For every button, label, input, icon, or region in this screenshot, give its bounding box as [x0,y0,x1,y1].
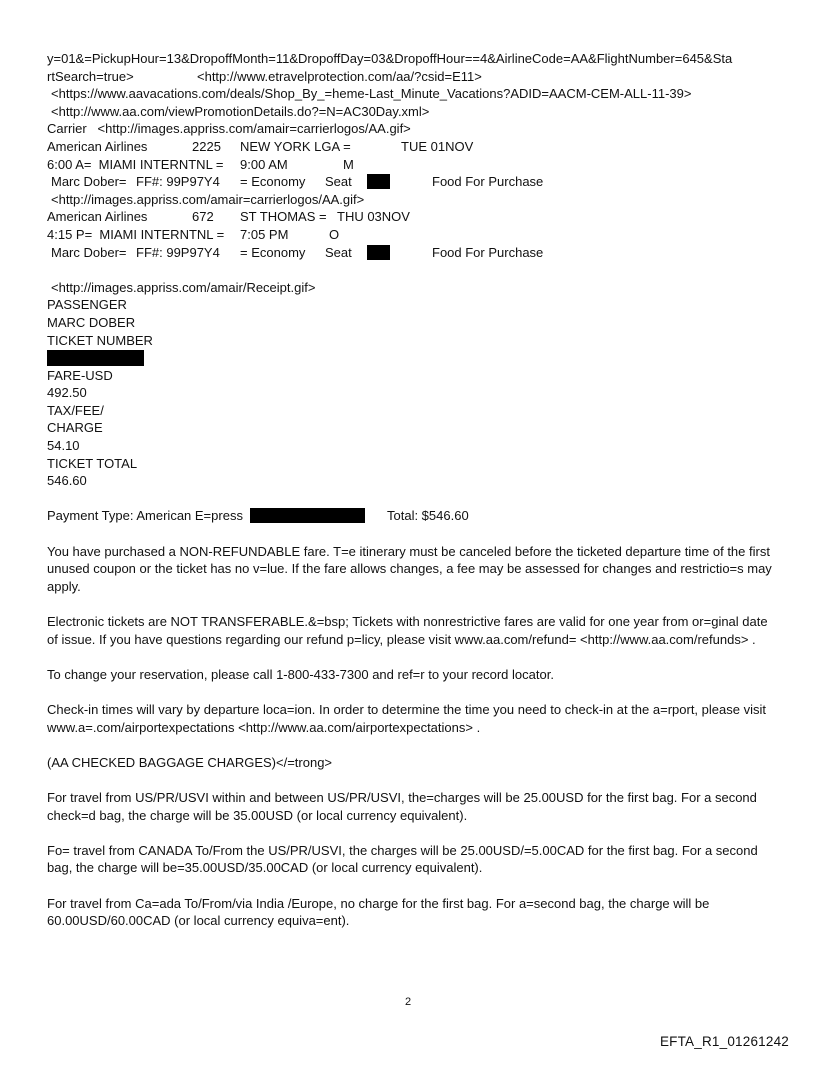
fare-value: 492.50 [47,385,87,401]
payment-card-redaction [250,508,365,523]
flight2-food: Food For Purchase [432,244,544,260]
payment-total: Total: $546.60 [387,508,469,524]
flight1-cabin: = Economy [240,174,306,190]
bates-number: EFTA_R1_01261242 [659,1034,789,1049]
flight2-cabin: = Economy [240,244,306,260]
ticket-total-label: TICKET TOTAL [47,455,138,471]
flight1-depart: 6:00 A= MIAMI INTERNTNL = [47,156,224,172]
flight1-passenger: Marc Dober= [51,174,127,190]
flight1-date: TUE 01NOV [401,138,474,154]
payment-row [47,507,777,525]
flight2-depart: 4:15 P= MIAMI INTERNTNL = [47,226,225,242]
tax-label-2: CHARGE [47,420,103,436]
ticket-number-redaction [47,350,144,366]
flight1-row-2 [47,156,777,174]
tax-value: 54.10 [47,438,80,454]
flight2-row-1 [47,208,777,226]
baggage-header: (AA CHECKED BAGGAGE CHARGES)</=trong> [47,754,333,770]
page-number: 2 [404,996,412,1008]
etravel-link[interactable]: <http://www.etravelprotection.com/aa/?csid=E11> [197,68,482,84]
flight1-seat-label: Seat [325,174,352,190]
passenger-name: MARC DOBER [47,314,136,330]
promotion-link[interactable]: <http://www.aa.com/viewPromotionDetails.do?=N=AC30Day.xml> [51,103,430,119]
flight1-seat-redaction [367,174,390,189]
header-line-1: y=01&=PickupHour=13&DropoffMonth=11&DropoffDay=03&DropoffHour==4&AirlineCode=AA&FlightNumber=645&Sta [47,51,733,66]
flight2-passenger: Marc Dober= [51,244,127,260]
flight1-airline: American Airlines [47,138,148,154]
flight2-seat-label: Seat [325,244,352,260]
fare-label: FARE-USD [47,367,113,383]
flight2-airline: American Airlines [47,209,148,225]
email-document [47,50,777,930]
payment-type: Payment Type: American E=press [47,508,243,524]
flight1-arrive: 9:00 AM [240,156,288,172]
header-line-2-row [47,68,777,86]
header-line-2: rtSearch=true> [47,68,134,84]
nonrefundable-paragraph: You have purchased a NON-REFUNDABLE fare. T=e itinerary must be canceled before the ticketed departure time of the first unused coupon or the ticket has no v=lue. If the fare allows changes, a fee may be assessed for changes and restrictio=s may apply. [47,543,772,594]
flight2-code: O [329,226,340,242]
ticket-total-value: 546.60 [47,473,87,489]
carrier-logo-line: Carrier <http://images.appriss.com/amair=carrierlogos/AA.gif> [47,121,411,137]
flight1-food: Food For Purchase [432,174,544,190]
flight1-code: M [343,156,354,172]
aavacations-link[interactable]: <https://www.aavacations.com/deals/Shop_By_=heme-Last_Minute_Vacations?ADID=AACM-CEM-ALL-11-39> [51,86,692,102]
ticket-number-row [47,349,777,367]
flight2-origin: ST THOMAS = [240,209,327,225]
baggage-us-paragraph: For travel from US/PR/USVI within and between US/PR/USVI, the=charges will be 25.00USD for the first bag. For a second check=d bag, the charge will be 35.00USD (or local currency equivalent). [47,789,757,823]
flight1-number: 2225 [192,138,221,154]
baggage-india-paragraph: For travel from Ca=ada To/From/via India /Europe, no charge for the first bag. For a=second bag, the charge will be 60.00USD/60.00CAD (or local currency equiva=ent). [47,895,710,929]
flight1-origin: NEW YORK LGA = [240,138,351,154]
ticket-number-label: TICKET NUMBER [47,332,153,348]
flight2-seat-redaction [367,245,390,260]
tax-label-1: TAX/FEE/ [47,402,104,418]
flight1-ff: FF#: 99P97Y4 [136,174,220,190]
flight2-ff: FF#: 99P97Y4 [136,244,220,260]
flight2-row-3 [47,244,777,262]
passenger-label: PASSENGER [47,297,127,313]
flight2-arrive: 7:05 PM [240,226,289,242]
baggage-canada-paragraph: Fo= travel from CANADA To/From the US/PR/USVI, the charges will be 25.00USD/=5.00CAD for the first bag. For a second bag, the charge will be=35.00USD/35.00CAD (or local currency equivalent). [47,842,758,876]
flight1-row-3 [47,173,777,191]
change-reservation-paragraph: To change your reservation, please call 1-800-433-7300 and ref=r to your record locator. [47,666,554,682]
flight2-logo-link[interactable]: <http://images.appriss.com/amair=carrierlogos/AA.gif> [51,191,365,207]
flight2-date: THU 03NOV [337,209,410,225]
flight1-row-1 [47,138,777,156]
flight2-row-2 [47,226,777,244]
electronic-tickets-paragraph: Electronic tickets are NOT TRANSFERABLE.&=bsp; Tickets with nonrestrictive fares are valid for one year from or=ginal date of issue. If you have questions regarding our refund p=licy, please visit www.aa.com/refund= <http://www.aa.com/refunds> . [47,614,768,647]
checkin-paragraph: Check-in times will vary by departure loca=ion. In order to determine the time you need to check-in at the a=rport, please visit www.a=.com/airportexpectations <http://www.aa.com/airportexpectations> . [47,701,766,735]
receipt-link[interactable]: <http://images.appriss.com/amair/Receipt.gif> [51,279,316,295]
flight2-number: 672 [192,209,214,225]
